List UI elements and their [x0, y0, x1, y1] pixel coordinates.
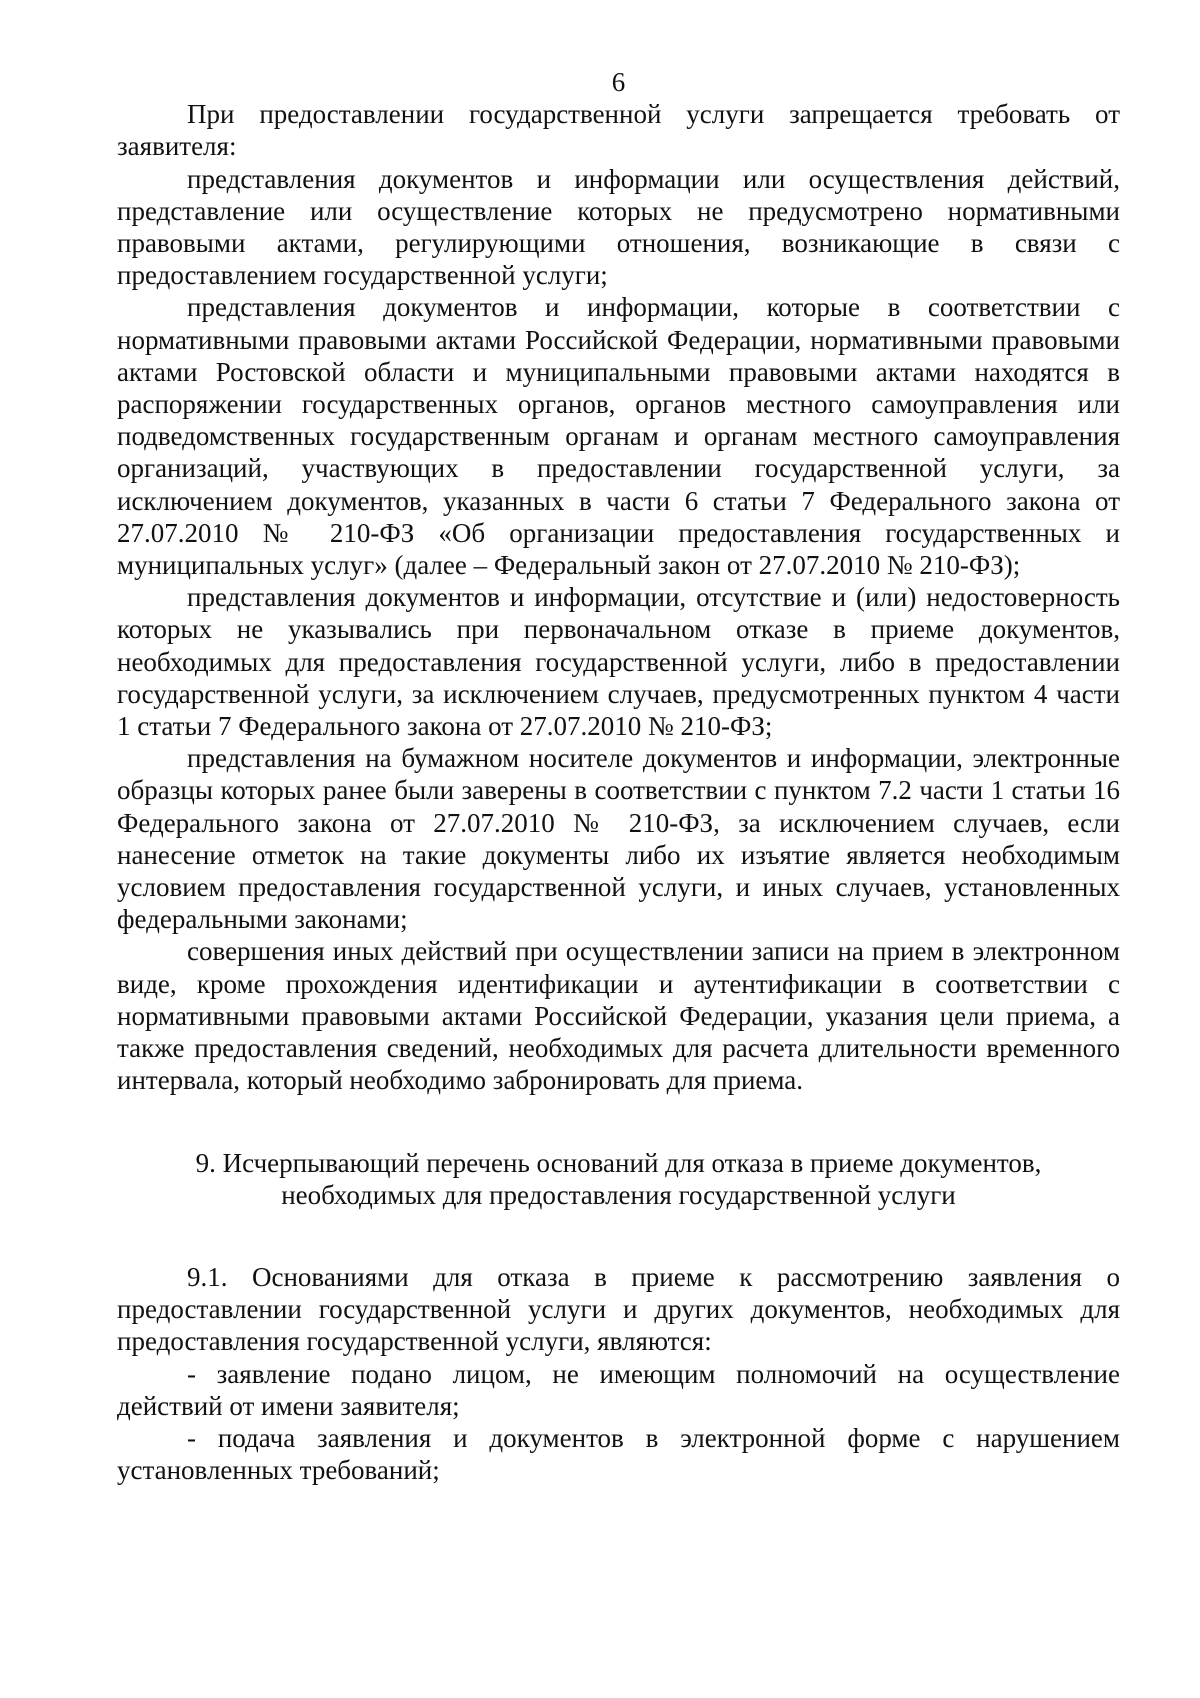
- paragraph: - подача заявления и документов в электронной форме с нарушением установленных требований;: [117, 1422, 1120, 1486]
- page-number: 6: [611, 67, 626, 97]
- paragraph: совершения иных действий при осуществлении записи на прием в электронном виде, кроме прохождения идентификации и аутентификации в соответствии с нормативными правовыми актами Российской Федерации, указания цели приема, а также предоставления сведений, необходимых для расчета длительности временного интервала, который необходимо забронировать для приема.: [117, 936, 1120, 1096]
- paragraph: представления документов и информации или осуществления действий, представление или осуществление которых не предусмотрено нормативными правовыми актами, регулирующими отношения, возникающие в связи с предоставлением государственной услуги;: [117, 163, 1120, 291]
- paragraph: При предоставлении государственной услуги запрещается требовать от заявителя:: [117, 99, 1120, 162]
- paragraph: 9.1. Основаниями для отказа в приеме к рассмотрению заявления о предоставлении государственной услуги и других документов, необходимых для предоставления государственной услуги, являются:: [117, 1261, 1120, 1357]
- paragraph: представления документов и информации, отсутствие и (или) недостоверность которых не указывались при первоначальном отказе в приеме документов, необходимых для предоставления государственной услуги, либо в предоставлении государственной услуги, за исключением случаев, предусмотренных пунктом 4 части 1 статьи 7 Федерального закона от 27.07.2010 № 210-ФЗ;: [117, 582, 1120, 742]
- paragraph: - заявление подано лицом, не имеющим полномочий на осуществление действий от имени заявителя;: [117, 1358, 1120, 1421]
- section-title: 9. Исчерпывающий перечень оснований для отказа в приеме документов, необходимых для предоставления государственной услуги: [195, 1147, 1042, 1210]
- paragraph: представления документов и информации, которые в соответствии с нормативными правовыми актами Российской Федерации, нормативными правовыми актами Ростовской области и муниципальными правовыми актами находятся в распоряжении государственных органов, органов местного самоуправления или подведомственных государственным органам и органам местного самоуправления организаций, участвующих в предоставлении государственной услуги, за исключением документов, указанных в части 6 статьи 7 Федерального закона от 27.07.2010 № 210-ФЗ «Об организации предоставления государственных и муниципальных услуг» (далее – Федеральный закон от 27.07.2010 № 210-ФЗ);: [117, 292, 1120, 581]
- paragraph: представления на бумажном носителе документов и информации, электронные образцы которых ранее были заверены в соответствии с пунктом 7.2 части 1 статьи 16 Федерального закона от 27.07.2010 № 210-ФЗ, за исключением случаев, если нанесение отметок на такие документы либо их изъятие является необходимым условием предоставления государственной услуги, и иных случаев, установленных федеральными законами;: [117, 743, 1120, 935]
- document-page: [117, 66, 1120, 1486]
